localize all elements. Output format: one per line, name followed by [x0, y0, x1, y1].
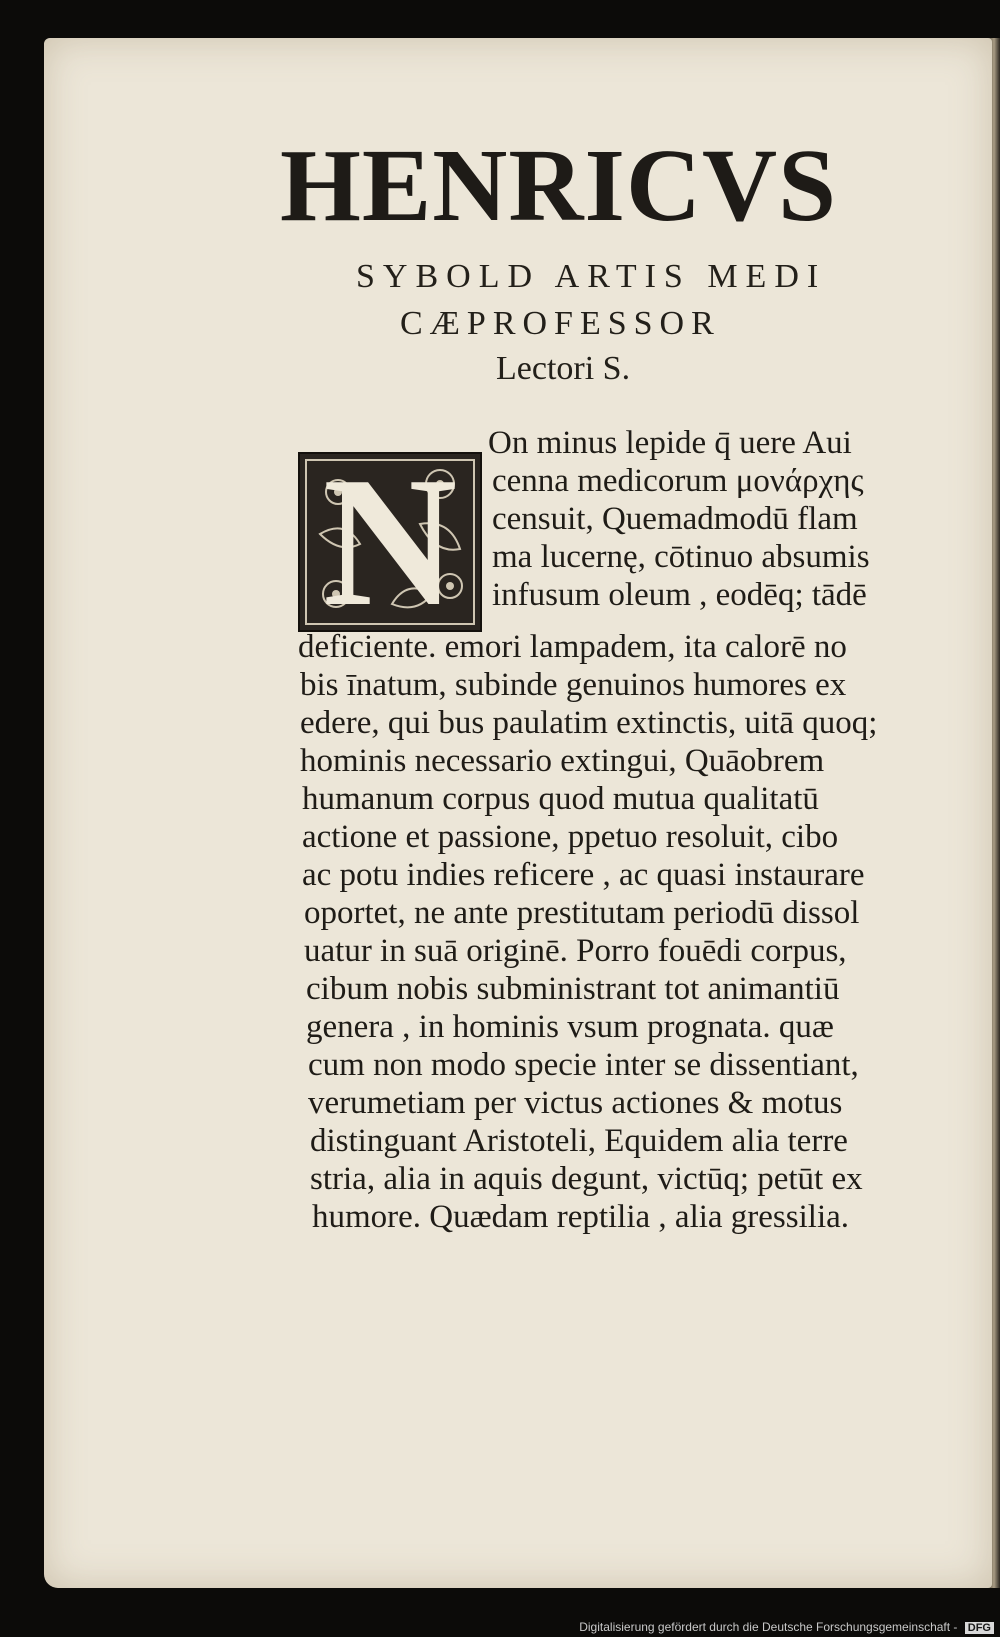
- digitization-credit: [579, 1620, 994, 1634]
- text-line: bis īnatum, subinde genuinos humores ex: [300, 667, 847, 703]
- decorated-initial: [298, 452, 482, 632]
- text-line: cum non modo specie inter se dissentiant,: [308, 1047, 859, 1083]
- credit-text: Digitalisierung gefördert durch die Deutsche Forschungsgemeinschaft -: [579, 1620, 958, 1634]
- salutation-line: Lectori S.: [496, 350, 631, 387]
- text-line: edere, qui bus paulatim extinctis, uitā quoq;: [300, 705, 878, 741]
- text-line: humanum corpus quod mutua qualitatū: [302, 781, 819, 817]
- text-line: infusum oleum , eodēq; tādē: [492, 577, 867, 613]
- text-line: censuit, Quemadmodū flam: [492, 501, 858, 537]
- text-line: ac potu indies reficere , ac quasi instaurare: [302, 857, 865, 893]
- text-line: stria, alia in aquis degunt, victūq; petūt ex: [310, 1161, 863, 1197]
- text-line: On minus lepide q̄ uere Aui: [488, 425, 852, 461]
- text-line: distinguant Aristoteli, Equidem alia terre: [310, 1123, 848, 1159]
- text-line: uatur in suā originē. Porro fouēdi corpus,: [304, 933, 847, 969]
- text-line: deficiente. emori lampadem, ita calorē no: [298, 629, 847, 665]
- profession-line: CÆPROFESSOR: [400, 305, 721, 342]
- text-line: cibum nobis subministrant tot animantiū: [306, 971, 840, 1007]
- text-line: actione et passione, ppetuo resoluit, cibo: [302, 819, 839, 855]
- page-title: HENRICVS: [280, 128, 837, 243]
- dfg-logo: DFG: [965, 1622, 994, 1634]
- text-line: genera , in hominis vsum prognata. quæ: [306, 1009, 834, 1045]
- text-line: cenna medicorum μονάρχης: [492, 463, 864, 499]
- text-line: verumetiam per victus actiones & motus: [308, 1085, 843, 1121]
- text-line: humore. Quædam reptilia , alia gressilia.: [312, 1199, 850, 1235]
- text-line: hominis necessario extingui, Quāobrem: [300, 743, 825, 779]
- author-line: SYBOLD ARTIS MEDI: [356, 258, 827, 295]
- text-line: ma lucernę, cōtinuo absumis: [492, 539, 870, 575]
- text-line: oportet, ne ante prestitutam periodū dissol: [304, 895, 860, 931]
- initial-letter: N: [322, 452, 458, 632]
